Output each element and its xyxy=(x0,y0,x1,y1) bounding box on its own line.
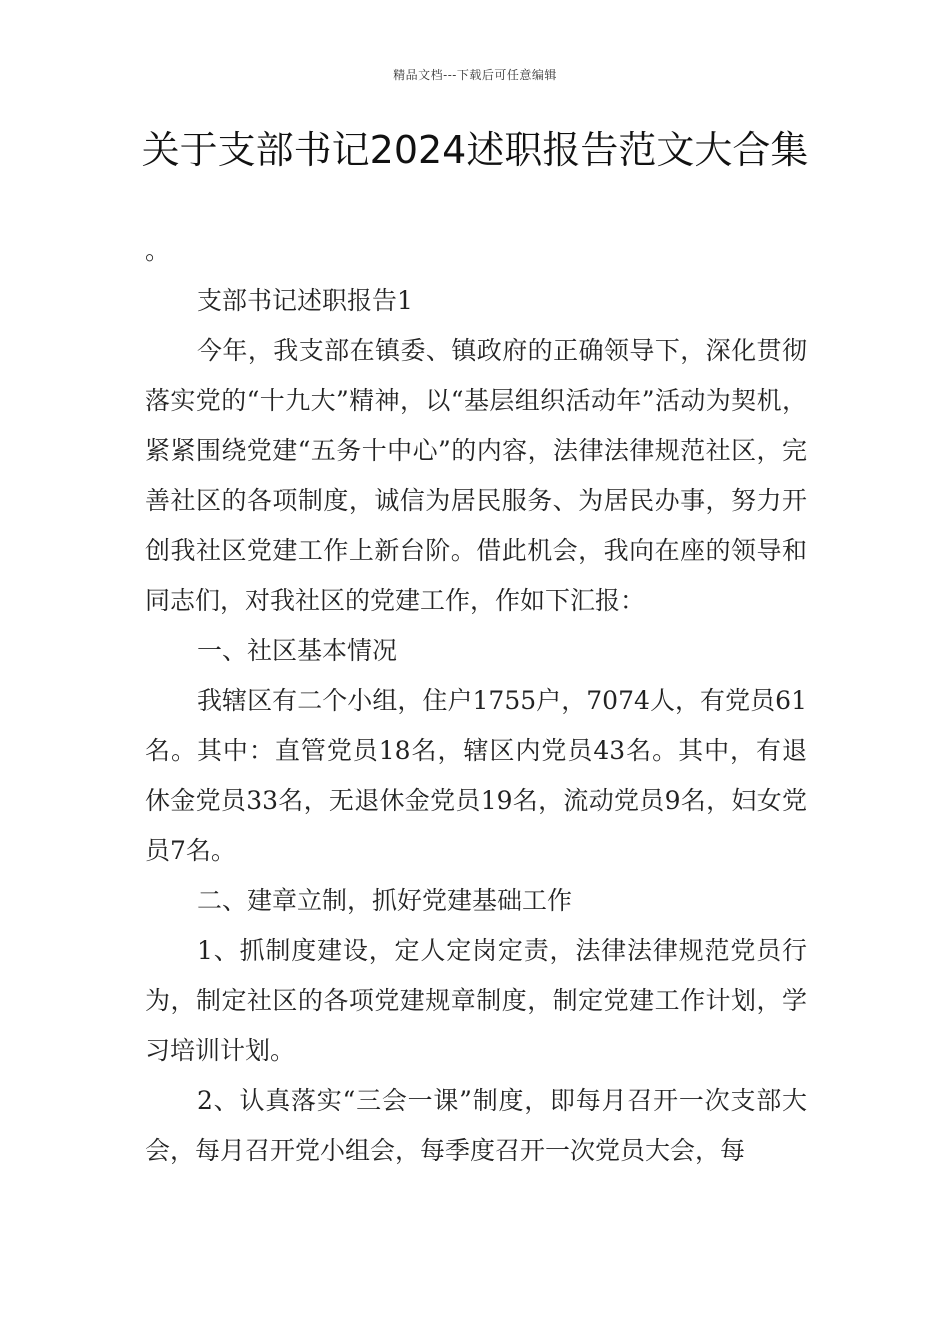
paragraph: 今年，我支部在镇委、镇政府的正确领导下，深化贯彻落实党的“十九大”精神，以“基层组织活动年”活动为契机，紧紧围绕党建“五务十中心”的内容，法律法律规范社区，完善社区的各项制度，诚信为居民服务、为居民办事，努力开创我社区党建工作上新台阶。借此机会，我向在座的领导和同志们，对我社区的党建工作，作如下汇报： xyxy=(145,336,807,615)
section-heading: 二、建章立制，抓好党建基础工作 xyxy=(197,886,573,915)
document-title: 关于支部书记2024述职报告范文大合集 xyxy=(141,128,809,172)
section-heading: 一、社区基本情况 xyxy=(197,636,398,665)
leading-punctuation: 。 xyxy=(145,236,171,265)
paragraph: 1、抓制度建设，定人定岗定责，法律法律规范党员行为，制定社区的各项党建规章制度，制定党建工作计划，学习培训计划。 xyxy=(145,936,807,1065)
section-heading: 支部书记述职报告1 xyxy=(197,286,413,315)
paragraph: 2、认真落实“三会一课”制度，即每月召开一次支部大会，每月召开党小组会，每季度召开一次党员大会，每 xyxy=(145,1086,807,1165)
document-body xyxy=(145,226,807,1176)
paragraph: 我辖区有二个小组，住户1755户，7074人，有党员61名。其中：直管党员18名，辖区内党员43名。其中，有退休金党员33名，无退休金党员19名，流动党员9名，妇女党员7名。 xyxy=(145,686,807,865)
page-header-note: 精品文档---下载后可任意编辑 xyxy=(393,68,557,82)
